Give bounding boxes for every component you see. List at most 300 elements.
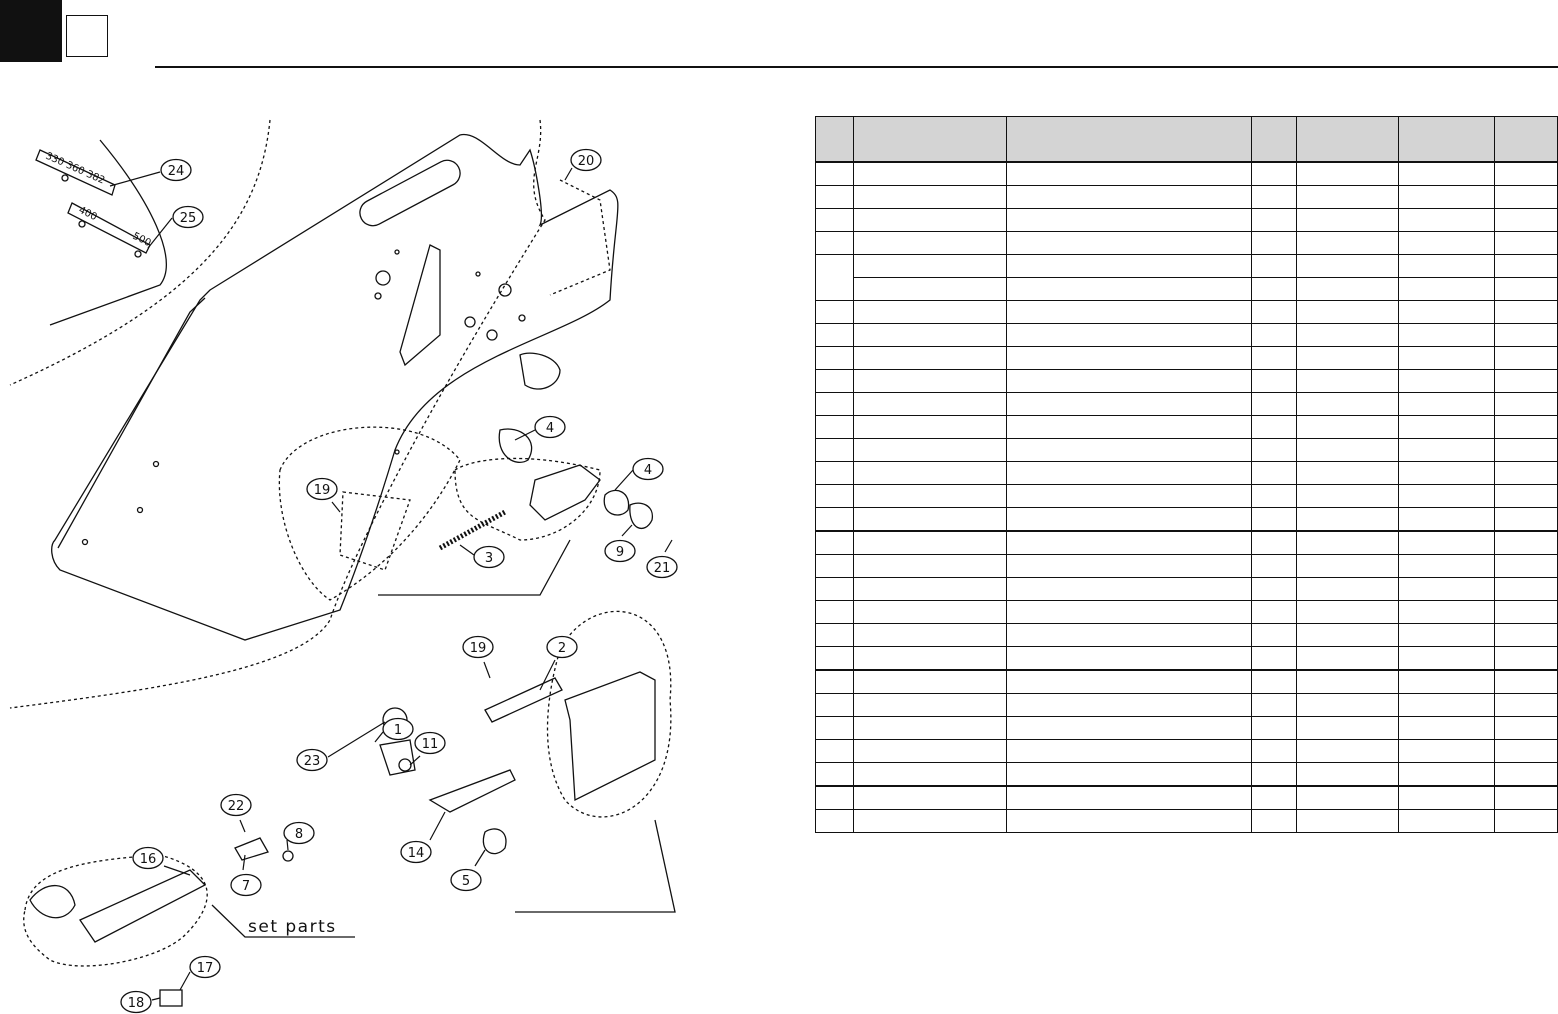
callout-c4a xyxy=(535,417,565,438)
table-row xyxy=(816,255,1558,278)
table-row xyxy=(816,416,1558,439)
table-cell xyxy=(1495,578,1558,601)
plate-label-first: 330 360 382 xyxy=(43,150,107,187)
callout-number: 1 xyxy=(393,723,403,738)
table-cell xyxy=(854,601,1007,624)
table-cell xyxy=(854,162,1007,186)
callout-leader-c25 xyxy=(148,218,172,248)
callout-leader-c7 xyxy=(243,855,245,870)
table-cell xyxy=(854,186,1007,209)
table-cell xyxy=(1495,301,1558,324)
washer-right xyxy=(604,490,628,515)
mount-plate xyxy=(565,672,655,800)
table-cell xyxy=(1495,416,1558,439)
table-cell xyxy=(854,647,1007,671)
callout-leader-c21 xyxy=(665,540,672,552)
table-cell xyxy=(1495,601,1558,624)
table-cell xyxy=(816,717,854,740)
table-cell xyxy=(1495,555,1558,578)
pin xyxy=(283,851,293,861)
table-cell xyxy=(816,763,854,787)
table-cell xyxy=(1495,531,1558,555)
table-cell xyxy=(1252,647,1297,671)
callout-leader-c2 xyxy=(540,660,555,690)
table-cell xyxy=(1297,670,1399,694)
table-cell xyxy=(816,162,854,186)
header-cell-col5 xyxy=(1297,117,1399,163)
table-cell xyxy=(854,717,1007,740)
table-cell xyxy=(1297,370,1399,393)
side-plate-outline xyxy=(52,135,618,640)
table-cell xyxy=(816,485,854,508)
table-cell xyxy=(854,370,1007,393)
callout-c23 xyxy=(297,750,327,771)
callout-c2 xyxy=(547,637,577,658)
rod-end xyxy=(235,838,268,860)
table-cell xyxy=(854,232,1007,255)
callout-number: 16 xyxy=(139,852,157,867)
table-cell xyxy=(816,786,854,810)
table-cell xyxy=(854,324,1007,347)
spacer xyxy=(399,759,411,771)
callout-leader-c16 xyxy=(164,866,190,875)
table-cell xyxy=(1252,578,1297,601)
table-cell xyxy=(1399,740,1495,763)
table-cell xyxy=(1495,740,1558,763)
table-cell xyxy=(854,416,1007,439)
table-cell xyxy=(1007,301,1252,324)
table-cell xyxy=(1495,624,1558,647)
table-cell xyxy=(1252,694,1297,717)
plate-slot xyxy=(355,156,464,231)
table-cell xyxy=(1495,324,1558,347)
table-cell xyxy=(1495,232,1558,255)
table-cell xyxy=(854,347,1007,370)
table-cell xyxy=(816,324,854,347)
callout-c14 xyxy=(401,842,431,863)
callout-number: 23 xyxy=(303,754,321,769)
table-cell xyxy=(1297,555,1399,578)
table-cell xyxy=(1007,439,1252,462)
table-cell xyxy=(1399,717,1495,740)
table-cell xyxy=(1297,601,1399,624)
table-row xyxy=(816,555,1558,578)
table-row xyxy=(816,810,1558,833)
table-cell xyxy=(1252,555,1297,578)
table-cell xyxy=(1252,324,1297,347)
table-cell xyxy=(854,531,1007,555)
table-cell xyxy=(816,508,854,532)
table-row xyxy=(816,485,1558,508)
table-cell xyxy=(1495,462,1558,485)
table-cell xyxy=(1252,485,1297,508)
table-row xyxy=(816,186,1558,209)
table-cell xyxy=(1297,186,1399,209)
table-row xyxy=(816,162,1558,186)
table-cell xyxy=(1252,347,1297,370)
table-cell xyxy=(1007,370,1252,393)
table-cell xyxy=(1495,508,1558,532)
table-row xyxy=(816,531,1558,555)
set-parts-label: set parts xyxy=(248,917,337,937)
table-row xyxy=(816,278,1558,301)
table-row xyxy=(816,370,1558,393)
table-cell xyxy=(1007,740,1252,763)
table-row xyxy=(816,439,1558,462)
table-cell xyxy=(1297,209,1399,232)
table-cell xyxy=(1007,186,1252,209)
table-cell xyxy=(816,462,854,485)
table-cell xyxy=(1252,717,1297,740)
callout-number: 3 xyxy=(484,551,494,566)
callout-leader-c9 xyxy=(622,525,632,536)
spindle xyxy=(380,740,415,775)
callout-c24 xyxy=(161,160,191,181)
callout-leader-c1 xyxy=(375,732,383,742)
table-cell xyxy=(1007,555,1252,578)
table-cell xyxy=(816,186,854,209)
table-cell xyxy=(854,624,1007,647)
table-cell xyxy=(1399,647,1495,671)
table-row xyxy=(816,209,1558,232)
table-row xyxy=(816,624,1558,647)
table-cell xyxy=(1297,278,1399,301)
table-cell xyxy=(1495,763,1558,787)
callout-c5 xyxy=(451,870,481,891)
table-cell xyxy=(1399,694,1495,717)
table-cell xyxy=(1495,786,1558,810)
header-cell-part-number xyxy=(854,117,1007,163)
callout-leader-c3 xyxy=(460,545,474,555)
callout-number: 19 xyxy=(313,483,331,498)
table-cell xyxy=(1399,162,1495,186)
table-cell xyxy=(1297,324,1399,347)
table-cell xyxy=(816,670,854,694)
table-row xyxy=(816,694,1558,717)
table-cell xyxy=(1495,694,1558,717)
plate-cutout xyxy=(400,245,440,365)
callout-leader-c24 xyxy=(110,172,160,186)
table-cell xyxy=(1007,717,1252,740)
callout-number: 24 xyxy=(167,164,185,179)
callout-c19a xyxy=(307,479,337,500)
table-cell xyxy=(1399,278,1495,301)
plate-label-500: 500 xyxy=(130,230,153,250)
table-cell xyxy=(1007,531,1252,555)
table-cell xyxy=(1495,670,1558,694)
table-cell xyxy=(1495,209,1558,232)
table-cell xyxy=(1399,508,1495,532)
callout-number: 8 xyxy=(294,827,304,842)
table-cell xyxy=(1007,255,1252,278)
slide-plate xyxy=(430,770,515,812)
table-cell xyxy=(1007,763,1252,787)
callout-number: 20 xyxy=(577,154,595,169)
table-cell xyxy=(816,370,854,393)
table-cell xyxy=(1495,393,1558,416)
table-cell xyxy=(1495,162,1558,186)
table-cell xyxy=(1297,763,1399,787)
callout-c17 xyxy=(190,957,220,978)
plate-label-400: 400 xyxy=(76,204,99,224)
table-cell xyxy=(1495,810,1558,833)
table-cell xyxy=(1399,209,1495,232)
callout-number: 5 xyxy=(461,874,471,889)
table-cell xyxy=(854,278,1007,301)
header-cell-description xyxy=(1007,117,1252,163)
table-cell xyxy=(854,508,1007,532)
table-cell xyxy=(1399,531,1495,555)
rail-bar xyxy=(485,678,562,722)
callout-c8 xyxy=(284,823,314,844)
callout-number: 25 xyxy=(179,211,197,226)
bushing xyxy=(520,353,560,389)
table-cell xyxy=(1252,439,1297,462)
table-cell xyxy=(854,485,1007,508)
table-cell xyxy=(1297,694,1399,717)
table-row xyxy=(816,508,1558,532)
table-cell xyxy=(1252,740,1297,763)
callout-c9 xyxy=(605,541,635,562)
table-cell xyxy=(1399,786,1495,810)
table-cell xyxy=(1252,186,1297,209)
table-row xyxy=(816,347,1558,370)
table-cell xyxy=(816,232,854,255)
table-cell xyxy=(1007,786,1252,810)
table-cell xyxy=(854,578,1007,601)
callout-number: 11 xyxy=(421,737,439,752)
table-row xyxy=(816,786,1558,810)
header-cell-col7 xyxy=(1495,117,1558,163)
callout-c7 xyxy=(231,875,261,896)
parts-list-table xyxy=(815,116,1558,833)
table-cell xyxy=(1252,624,1297,647)
table-cell xyxy=(816,647,854,671)
table-cell xyxy=(1252,393,1297,416)
header-rule xyxy=(155,66,1558,68)
table-cell xyxy=(1252,670,1297,694)
table-row xyxy=(816,578,1558,601)
table-row xyxy=(816,324,1558,347)
table-cell xyxy=(816,531,854,555)
hole-pattern-guide xyxy=(550,180,610,295)
table-cell xyxy=(1007,347,1252,370)
screw-pattern-guide xyxy=(340,492,410,570)
callout-leader-c20 xyxy=(565,168,572,180)
table-cell xyxy=(1495,347,1558,370)
table-cell xyxy=(1007,416,1252,439)
table-row xyxy=(816,763,1558,787)
table-cell xyxy=(1252,162,1297,186)
table-cell xyxy=(1399,670,1495,694)
table-row xyxy=(816,301,1558,324)
fitting xyxy=(160,990,182,1006)
table-cell xyxy=(816,209,854,232)
table-cell xyxy=(1297,717,1399,740)
side-plate-inner-edge xyxy=(58,298,205,548)
table-cell xyxy=(1399,462,1495,485)
callout-c4b xyxy=(633,459,663,480)
table-cell xyxy=(1399,416,1495,439)
table-cell xyxy=(1297,810,1399,833)
callout-leader-c5 xyxy=(475,850,485,866)
table-cell xyxy=(854,301,1007,324)
callout-c11 xyxy=(415,733,445,754)
table-cell xyxy=(1297,624,1399,647)
table-cell xyxy=(1007,462,1252,485)
callout-leader-c4a xyxy=(515,430,535,440)
table-cell xyxy=(816,740,854,763)
table-row xyxy=(816,462,1558,485)
table-cell xyxy=(816,578,854,601)
callout-leader-c8 xyxy=(287,840,288,850)
table-cell xyxy=(1007,232,1252,255)
table-row xyxy=(816,717,1558,740)
table-cell xyxy=(1399,324,1495,347)
table-header-row xyxy=(816,117,1558,163)
sub-assembly-outline-upper xyxy=(279,427,460,600)
callout-c20 xyxy=(571,150,601,171)
callout-leader-c18 xyxy=(152,998,160,1000)
section-tab-block xyxy=(0,0,62,62)
callout-number: 22 xyxy=(227,799,245,814)
callout-number: 14 xyxy=(407,846,425,861)
table-cell xyxy=(1007,624,1252,647)
table-cell xyxy=(1399,485,1495,508)
table-row xyxy=(816,232,1558,255)
table-cell xyxy=(1399,601,1495,624)
section-index-box xyxy=(66,15,108,57)
table-cell xyxy=(1495,278,1558,301)
table-cell xyxy=(1297,416,1399,439)
leader-line-lower xyxy=(515,820,675,912)
callout-number: 17 xyxy=(196,961,214,976)
table-cell xyxy=(854,670,1007,694)
table-cell xyxy=(1399,555,1495,578)
table-cell xyxy=(1297,508,1399,532)
callout-c1 xyxy=(383,719,413,740)
callout-leader-c4b xyxy=(615,470,633,490)
callout-c21 xyxy=(647,557,677,578)
callout-number: 7 xyxy=(241,879,251,894)
callout-c25 xyxy=(173,207,203,228)
table-cell xyxy=(1495,255,1558,278)
table-cell xyxy=(1252,531,1297,555)
table-row xyxy=(816,393,1558,416)
table-cell xyxy=(1252,416,1297,439)
table-cell xyxy=(1297,740,1399,763)
callout-leader-c17 xyxy=(180,972,190,990)
table-cell xyxy=(1399,301,1495,324)
table-cell xyxy=(1252,209,1297,232)
table-cell xyxy=(1252,786,1297,810)
table-cell xyxy=(1297,162,1399,186)
table-cell xyxy=(1007,694,1252,717)
table-cell xyxy=(854,555,1007,578)
table-cell xyxy=(816,393,854,416)
header-cell-no xyxy=(816,117,854,163)
table-cell xyxy=(1495,717,1558,740)
table-cell xyxy=(816,301,854,324)
table-cell xyxy=(1297,232,1399,255)
table-cell xyxy=(816,810,854,833)
table-cell xyxy=(1495,439,1558,462)
table-cell xyxy=(1252,278,1297,301)
callout-c22 xyxy=(221,795,251,816)
table-cell xyxy=(1495,647,1558,671)
table-cell xyxy=(1297,301,1399,324)
table-cell xyxy=(854,462,1007,485)
table-cell xyxy=(854,439,1007,462)
exploded-parts-diagram xyxy=(0,100,780,1014)
table-cell xyxy=(1007,647,1252,671)
table-cell xyxy=(1399,393,1495,416)
table-cell xyxy=(854,393,1007,416)
callout-leader-c19b xyxy=(484,662,490,678)
callout-leader-c22 xyxy=(240,820,245,832)
table-cell xyxy=(1399,255,1495,278)
table-row xyxy=(816,647,1558,671)
table-cell xyxy=(1399,810,1495,833)
table-cell xyxy=(1399,186,1495,209)
table-cell xyxy=(1007,162,1252,186)
table-cell xyxy=(1399,624,1495,647)
table-cell xyxy=(816,555,854,578)
table-cell xyxy=(1007,324,1252,347)
table-cell xyxy=(1007,670,1252,694)
table-cell xyxy=(854,786,1007,810)
table-cell xyxy=(1007,601,1252,624)
table-cell xyxy=(1297,485,1399,508)
table-cell xyxy=(1399,370,1495,393)
callout-c3 xyxy=(474,547,504,568)
table-cell xyxy=(1252,601,1297,624)
table-cell xyxy=(816,601,854,624)
table-cell xyxy=(1252,810,1297,833)
table-cell xyxy=(1399,763,1495,787)
table-cell xyxy=(1007,209,1252,232)
leader-line-upper xyxy=(378,540,570,595)
callout-number: 21 xyxy=(653,561,671,576)
cylinder-body xyxy=(80,870,205,942)
table-cell xyxy=(1495,485,1558,508)
table-cell xyxy=(854,740,1007,763)
cylinder-clevis xyxy=(30,886,75,918)
table-cell xyxy=(854,255,1007,278)
table-cell xyxy=(1495,370,1558,393)
table-cell xyxy=(1297,578,1399,601)
table-cell xyxy=(1252,301,1297,324)
table-cell xyxy=(1297,647,1399,671)
callout-leader-c11 xyxy=(410,756,420,765)
table-cell xyxy=(1007,278,1252,301)
table-cell xyxy=(1007,393,1252,416)
callout-number: 18 xyxy=(127,996,145,1011)
table-row xyxy=(816,740,1558,763)
callout-leader-c19a xyxy=(332,502,340,512)
table-cell xyxy=(1297,393,1399,416)
table-cell xyxy=(816,416,854,439)
table-cell xyxy=(1297,531,1399,555)
callout-c18 xyxy=(121,992,151,1013)
table-cell xyxy=(816,255,854,301)
table-row xyxy=(816,670,1558,694)
table-cell xyxy=(816,694,854,717)
table-cell xyxy=(1297,462,1399,485)
callout-number: 4 xyxy=(545,421,555,436)
table-cell xyxy=(1495,186,1558,209)
header-cell-col6 xyxy=(1399,117,1495,163)
